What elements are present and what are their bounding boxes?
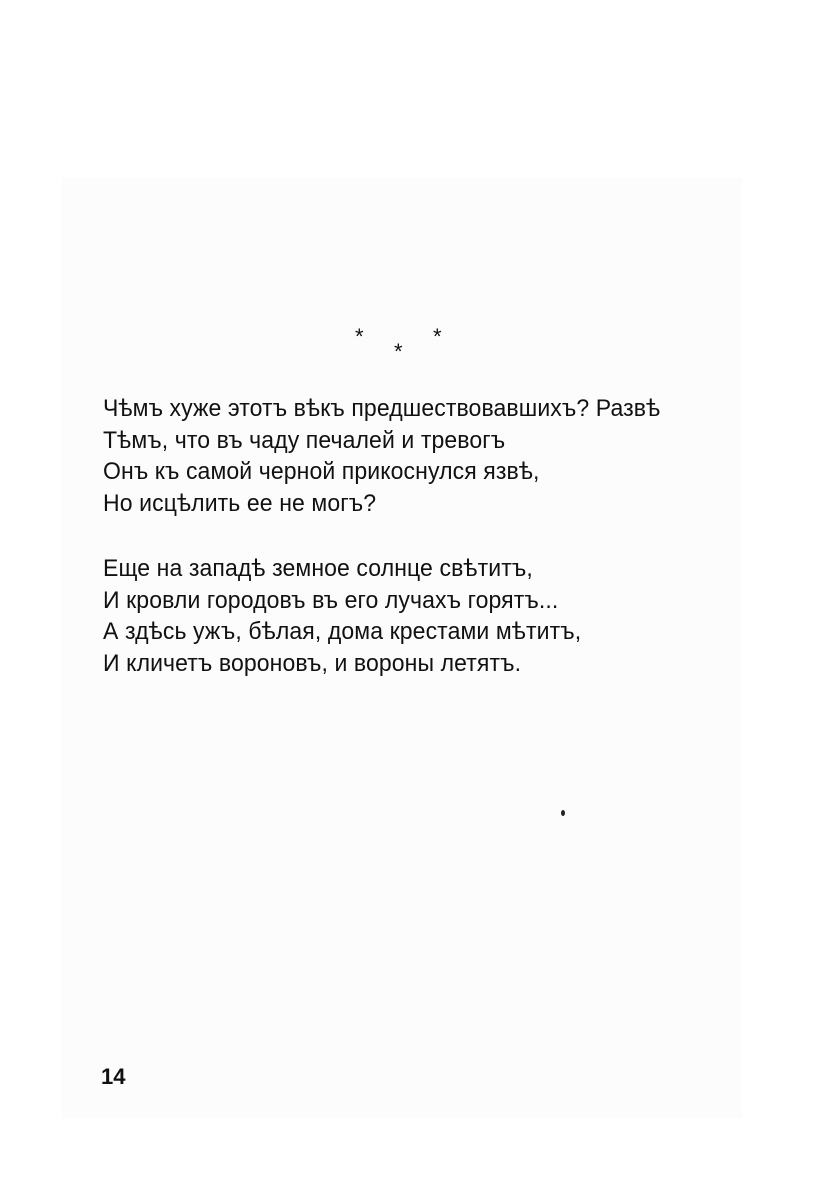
poem-line: Чѣмъ хуже этотъ вѣкъ предшествовавшихъ? Развѣ (103, 395, 661, 422)
poem-line: И кровли городовъ въ его лучахъ горятъ... (103, 586, 559, 614)
poem-line: Еще на западѣ земное солнце свѣтитъ, (103, 555, 533, 582)
poem-line: И кличетъ вороновъ, и вороны летятъ. (103, 649, 522, 677)
asterisk: * (355, 324, 364, 349)
poem-line: Тѣмъ, что въ чаду печалей и тревогъ (103, 426, 506, 454)
poem-line: А здѣсь ужъ, бѣлая, дома крестами мѣтитъ, (103, 618, 582, 645)
section-ornament (355, 326, 455, 366)
stanza-1 (103, 393, 763, 519)
stanza-2 (103, 553, 763, 679)
page-number: 14 (101, 1064, 126, 1089)
ink-speck (561, 810, 565, 816)
poem (103, 393, 763, 713)
poem-line: Но исцѣлить ее не могъ? (103, 489, 377, 517)
asterisk: * (394, 339, 403, 364)
poem-line: Онъ къ самой черной прикоснулся язвѣ, (103, 458, 540, 485)
asterisk: * (433, 324, 442, 349)
